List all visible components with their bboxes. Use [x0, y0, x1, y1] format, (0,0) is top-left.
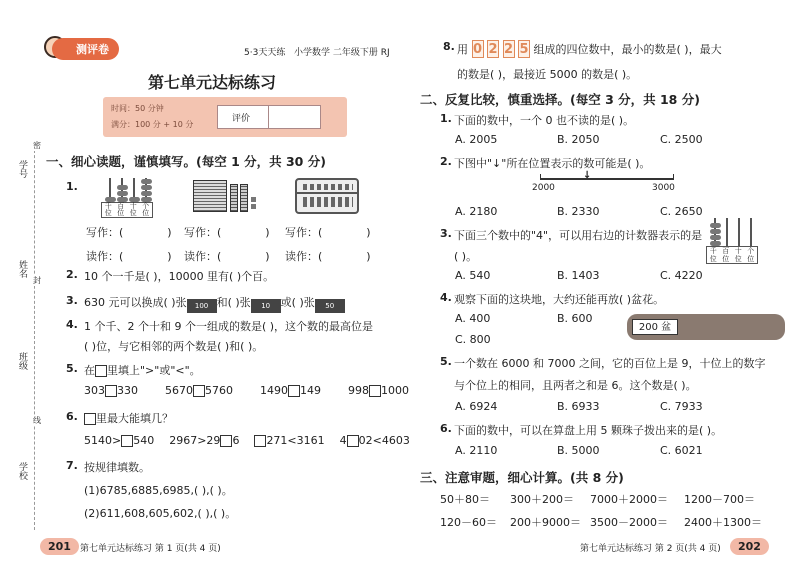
- s2-q3-text2: ( )。: [454, 250, 478, 263]
- option-b[interactable]: B. 6933: [557, 400, 600, 413]
- option-a[interactable]: A. 2005: [455, 133, 498, 146]
- q5-number: 5.: [66, 362, 78, 375]
- q8-line1: 用 0 2 2 5 组成的四位数中，最小的数是( )，最大: [457, 42, 722, 57]
- option-a[interactable]: A. 400: [455, 312, 491, 325]
- evaluation-box: [217, 105, 321, 129]
- series-name: 5·3天天练: [244, 48, 286, 58]
- info-box: [103, 97, 347, 137]
- digit-box[interactable]: [121, 435, 133, 447]
- q4-line2: ( )位，与它相邻的两个数是( )和( )。: [84, 340, 264, 353]
- option-c[interactable]: C. 4220: [660, 269, 703, 282]
- banknote-50-icon: 50: [315, 299, 345, 313]
- abacus-label: 十位: [734, 247, 742, 263]
- abacus-label: 十位: [129, 202, 137, 217]
- s2-q1-text: 下面的数中，一个 0 也不读的是( )。: [454, 114, 635, 127]
- q5-items: 303 330 5670 5760 1490 149 998 1000: [84, 384, 409, 397]
- calc-item: 120－60＝: [440, 516, 497, 529]
- calc-item: 2400＋1300＝: [684, 516, 762, 529]
- option-c[interactable]: C. 2500: [660, 133, 703, 146]
- q4-number: 4.: [66, 318, 78, 331]
- s2-q5-line2: 与个位上的相同，且两者之和是 6。这个数是( )。: [454, 379, 697, 392]
- compare-box[interactable]: [193, 385, 205, 397]
- option-c[interactable]: C. 6021: [660, 444, 703, 457]
- q1-number: 1.: [66, 180, 78, 193]
- q4-line1: 1 个千、2 个十和 9 个一组成的数是( )，这个数的最高位是: [84, 320, 374, 333]
- s2-q2-text: 下图中"↓"所在位置表示的数可能是( )。: [454, 157, 651, 170]
- full-score: 满分：100 分 + 10 分: [111, 120, 194, 129]
- digit-box[interactable]: [347, 435, 359, 447]
- calc-item: 7000＋2000＝: [590, 493, 668, 506]
- margin-school: 学校: [17, 462, 27, 480]
- section-2-title: 二、反复比较，慎重选择。(每空 3 分，共 18 分): [420, 92, 700, 107]
- digit-card: 2: [488, 42, 498, 57]
- eval-label: 评价: [232, 114, 251, 124]
- compare-box[interactable]: [288, 385, 300, 397]
- calc-item: 50＋80＝: [440, 493, 490, 506]
- s2-q6-number: 6.: [440, 422, 452, 435]
- option-a[interactable]: A. 6924: [455, 400, 498, 413]
- s2-q2-number: 2.: [440, 155, 452, 168]
- abacus-label: 个位: [142, 202, 150, 217]
- section-1-title: 一、细心读题，谨慎填写。(每空 1 分，共 30 分): [46, 154, 326, 169]
- q8-number: 8.: [443, 40, 455, 53]
- q2-text: 10 个一千是( )，10000 里有( )个百。: [84, 270, 275, 283]
- compare-box[interactable]: [369, 385, 381, 397]
- page-number-left: 201: [40, 538, 79, 555]
- margin-mi: 密: [33, 141, 41, 150]
- s2-q5-number: 5.: [440, 355, 452, 368]
- q1-write-3: 写作：( ): [285, 226, 371, 239]
- q1-read-2: 读作：( ): [184, 250, 270, 263]
- option-b[interactable]: B. 2050: [557, 133, 600, 146]
- compare-box[interactable]: [105, 385, 117, 397]
- abacus-figure: [101, 178, 153, 218]
- plot-label: 200 盆: [632, 319, 678, 335]
- time-limit: 时间：50 分钟: [111, 104, 164, 113]
- s2-q4-text: 观察下面的这块地，大约还能再放( )盆花。: [454, 293, 665, 306]
- q2-number: 2.: [66, 268, 78, 281]
- option-c[interactable]: C. 7933: [660, 400, 703, 413]
- answer-box[interactable]: [84, 413, 96, 425]
- counter-frame-figure: [295, 178, 359, 214]
- axis-start: 2000: [532, 183, 555, 193]
- option-a[interactable]: A. 2110: [455, 444, 498, 457]
- digit-card: 2: [503, 42, 514, 57]
- q1-read-1: 读作：( ): [86, 250, 172, 263]
- s2-q5-line1: 一个数在 6000 和 7000 之间，它的百位上是 9，十位上的数字: [454, 357, 766, 370]
- digit-box[interactable]: [254, 435, 266, 447]
- digit-box[interactable]: [220, 435, 232, 447]
- subject-info: 小学数学 二年级下册 RJ: [294, 48, 390, 58]
- option-c[interactable]: C. 800: [455, 333, 491, 346]
- banknote-100-icon: 100: [187, 299, 217, 313]
- q8-line2: 的数是( )，最接近 5000 的数是( )。: [457, 68, 638, 81]
- abacus-label: 个位: [747, 247, 755, 263]
- option-b[interactable]: B. 600: [557, 312, 593, 325]
- margin-class: 班级: [17, 352, 27, 370]
- option-a[interactable]: A. 2180: [455, 205, 498, 218]
- abacus-label: 千位: [104, 202, 112, 217]
- s2-q6-text: 下面的数中，可以在算盘上用 5 颗珠子拨出来的是( )。: [454, 424, 723, 437]
- calc-item: 3500－2000＝: [590, 516, 668, 529]
- digit-card: 5: [519, 42, 529, 57]
- s2-q1-number: 1.: [440, 112, 452, 125]
- land-plot-figure: [627, 314, 785, 340]
- q1-write-2: 写作：( ): [184, 226, 270, 239]
- abacus-label: 百位: [722, 247, 730, 263]
- margin-xian: 线: [33, 416, 41, 425]
- q1-read-3: 读作：( ): [285, 250, 371, 263]
- q7-text: 按规律填数。: [84, 461, 150, 474]
- number-line: [540, 178, 674, 180]
- calc-item: 300＋200＝: [510, 493, 574, 506]
- answer-box[interactable]: [95, 365, 107, 377]
- q6-number: 6.: [66, 410, 78, 423]
- abacus-label: 百位: [117, 202, 125, 217]
- margin-feng: 封: [33, 276, 41, 285]
- axis-end: 3000: [652, 183, 675, 193]
- q1-write-1: 写作：( ): [86, 226, 172, 239]
- abacus-label: 千位: [709, 247, 717, 263]
- q6-text: 里最大能填几？: [84, 410, 173, 426]
- counter-abacus-figure: [706, 218, 758, 264]
- q7-line2: (2)611,608,605,602,( ),( )。: [84, 507, 237, 520]
- q7-line1: (1)6785,6885,6985,( ),( )。: [84, 484, 233, 497]
- page-title: 第七单元达标练习: [148, 73, 277, 92]
- q5-text: 在 里填上">"或"<"。: [84, 364, 201, 377]
- option-b[interactable]: B. 2330: [557, 205, 600, 218]
- calc-item: 1200－700＝: [684, 493, 755, 506]
- q3-text: 630 元可以换成( )张 100 和( )张 10 或( )张 50: [84, 294, 345, 311]
- q7-number: 7.: [66, 459, 78, 472]
- eval-divider: [268, 106, 269, 128]
- q6-items: 5140> 540 2967>29 6 271<3161 4 02<4603: [84, 434, 410, 447]
- footer-left-text: 第七单元达标练习 第 1 页(共 4 页): [80, 544, 221, 554]
- option-c[interactable]: C. 2650: [660, 205, 703, 218]
- option-a[interactable]: A. 540: [455, 269, 491, 282]
- option-b[interactable]: B. 5000: [557, 444, 600, 457]
- s2-q3-text: 下面三个数中的"4"，可以用右边的计数器表示的是: [454, 229, 703, 242]
- binding-line: [34, 140, 35, 530]
- calc-item: 200＋9000＝: [510, 516, 581, 529]
- banknote-10-icon: 10: [251, 299, 281, 313]
- s2-q4-number: 4.: [440, 291, 452, 304]
- margin-name: 姓名: [17, 260, 27, 278]
- q3-number: 3.: [66, 294, 78, 307]
- page-number-right: 202: [730, 538, 769, 555]
- s2-q3-number: 3.: [440, 227, 452, 240]
- margin-student-id: 学号: [17, 160, 27, 178]
- option-b[interactable]: B. 1403: [557, 269, 600, 282]
- test-badge: 测评卷: [52, 38, 119, 60]
- blocks-figure: [193, 178, 261, 214]
- footer-right-text: 第七单元达标练习 第 2 页(共 4 页): [580, 544, 721, 554]
- down-arrow-icon: ↓: [583, 170, 592, 181]
- section-3-title: 三、注意审题，细心计算。(共 8 分): [420, 470, 624, 485]
- digit-card: 0: [472, 42, 483, 57]
